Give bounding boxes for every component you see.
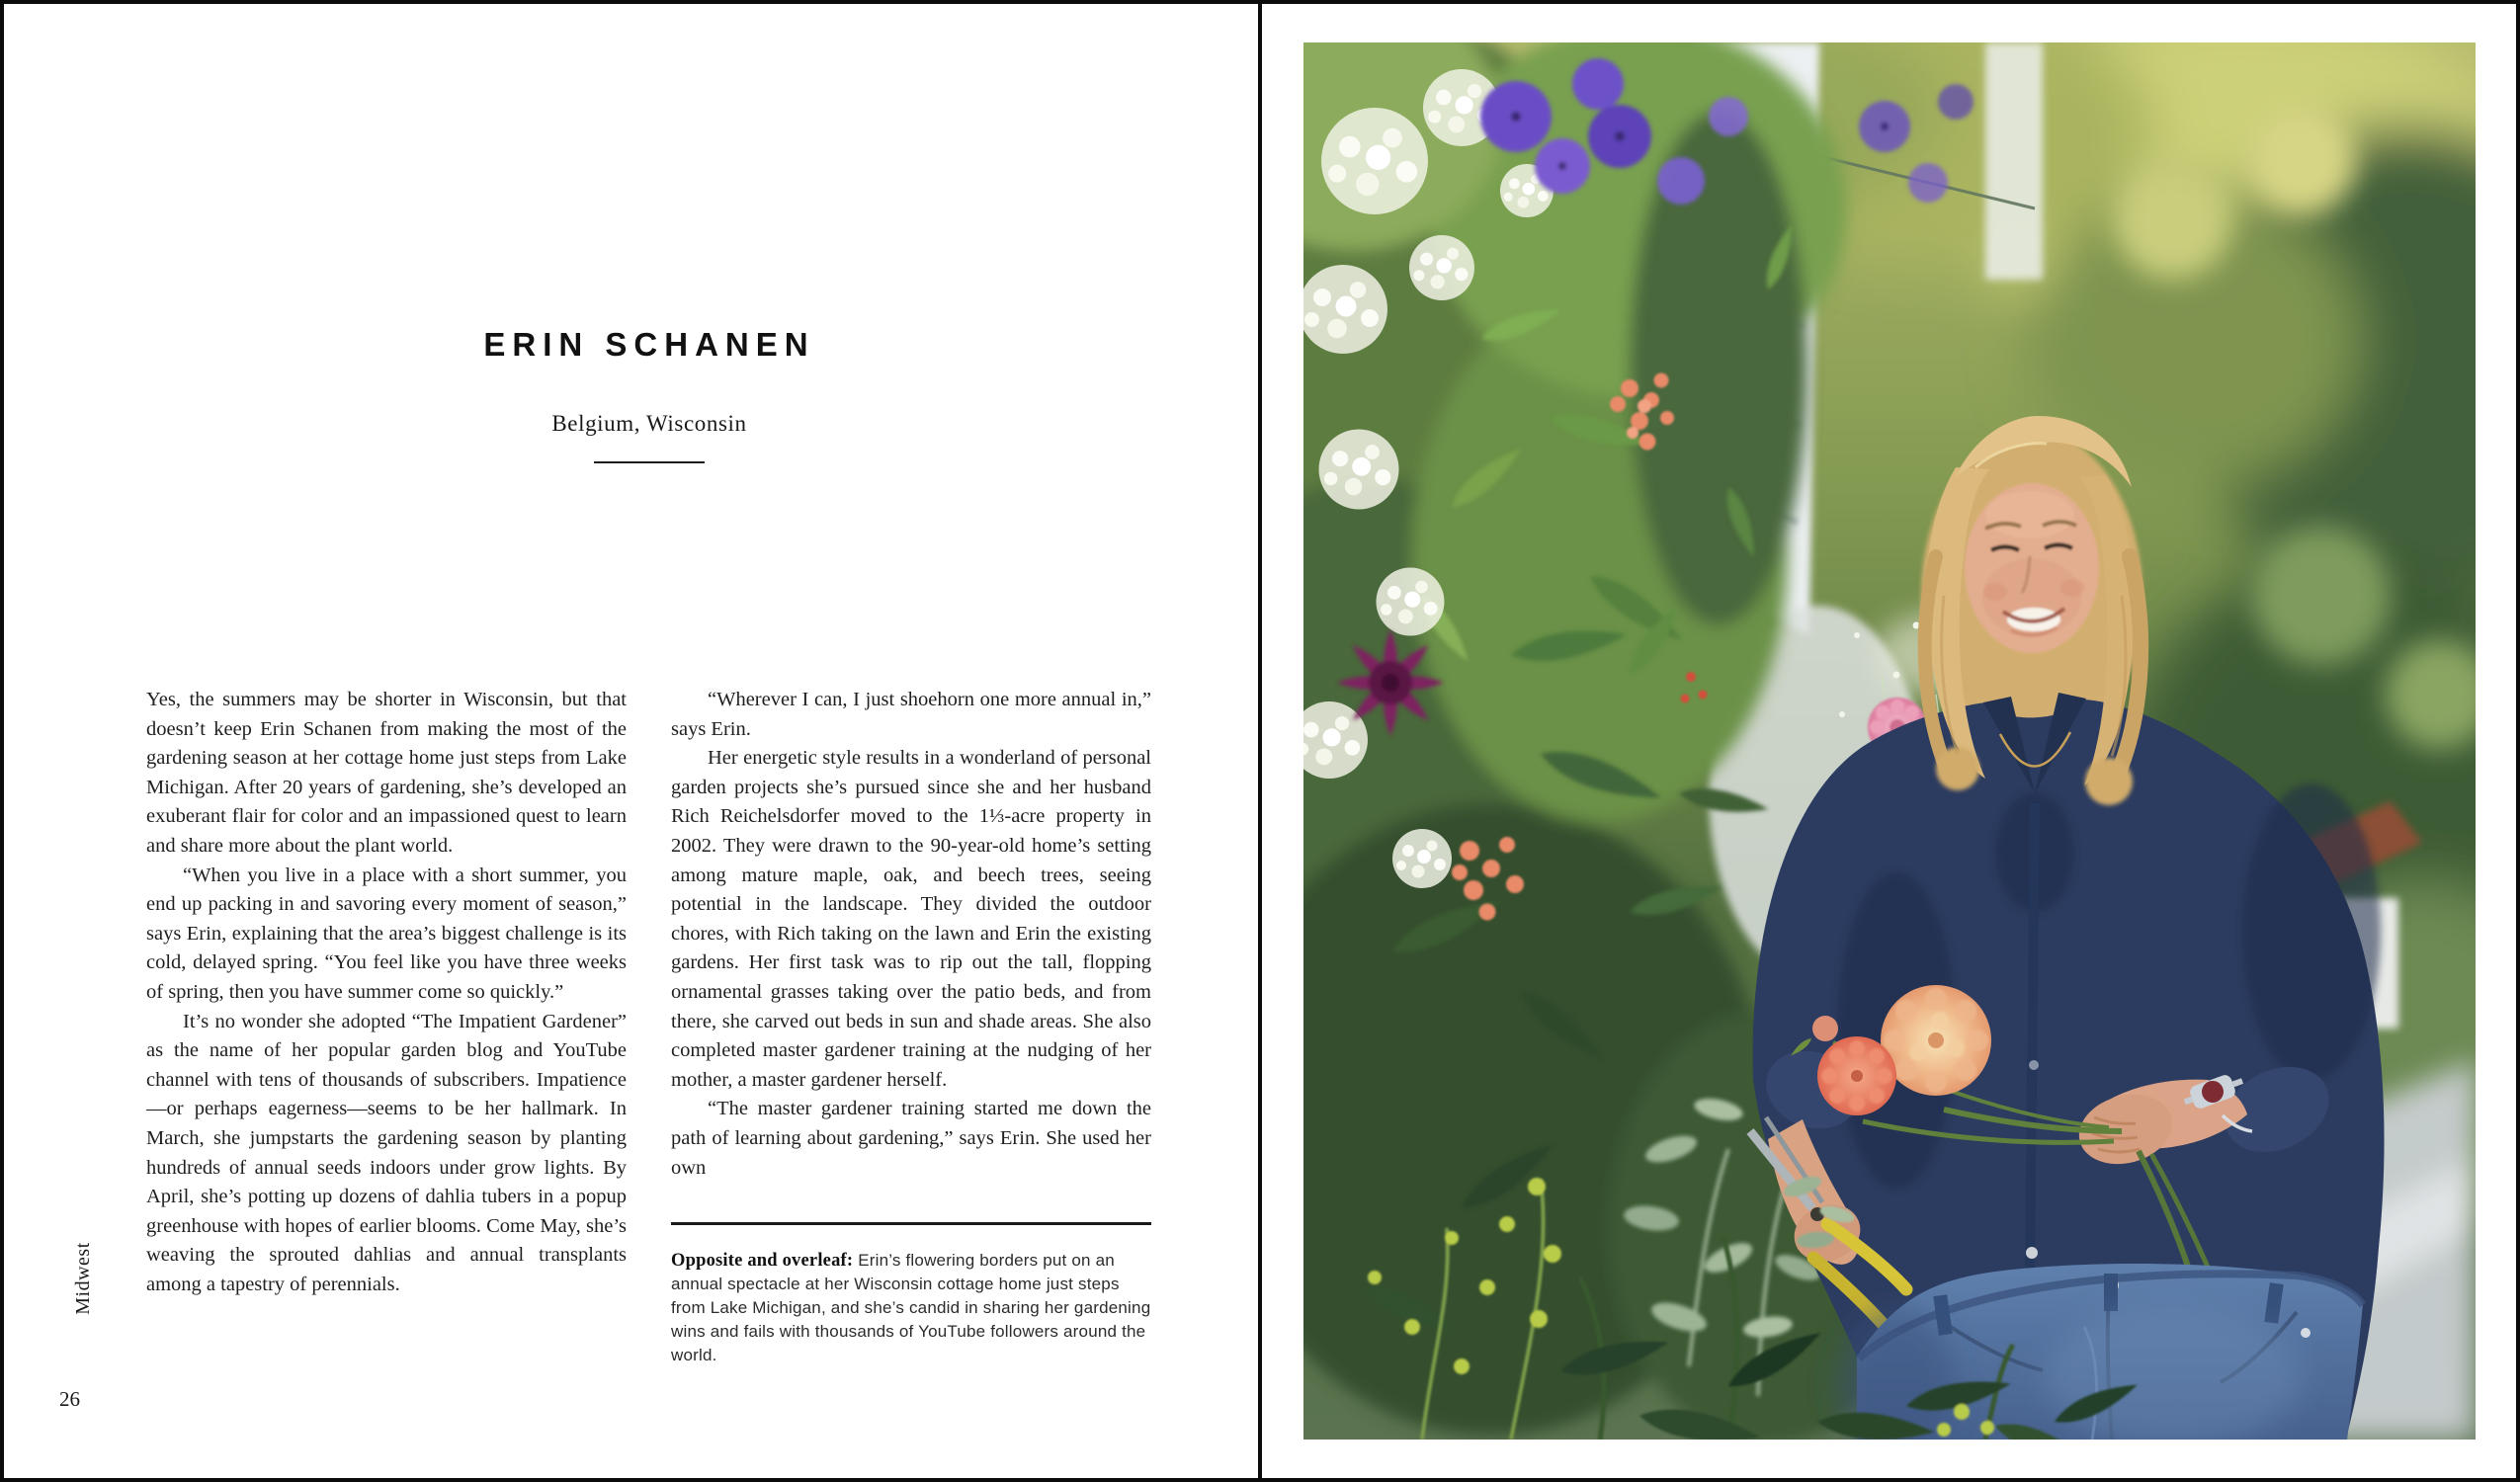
dahlia-dark-magenta (1337, 629, 1444, 736)
dahlia-peach (1881, 985, 1991, 1096)
paragraph: Her energetic style results in a wonderland of personal garden projects she’s pursued since she and her husband Rich Reichelsdorfer moved to the 1⅓-acre property in 2002. They were drawn to the 90-year-old home’s setting among mature maple, oak, and beech trees, seeing potential in the landscape. They divided the outdoor chores, with Rich taking on the lawn and Erin the existing gardens. Her first task was to rip out the tall, flopping ornamental grasses taking over the patio beds, and from there, she carved out beds in sun and shade areas. She also completed master gardener training at the nudging of her mother, a master gardener herself. (671, 747, 1151, 1091)
caption-text: Erin’s flowering borders put on an annual spectacle at her Wisconsin cottage home just steps from Lake Michigan, and she’s candid in sharing her gardening wins and fails with thousands of YouTube followers around the world. (671, 1251, 1151, 1365)
text-column-2 (671, 686, 1151, 1367)
face (1965, 483, 2099, 653)
paragraph: Yes, the summers may be shorter in Wisconsin, but that doesn’t keep Erin Schanen from making the most of the gardening season at her cottage home just steps from Lake Michigan. After 20 years of gardening, she’s developed an exuberant flair for color and an impassioned quest to learn and share more about the plant world. (146, 689, 627, 857)
body-text-columns (146, 686, 1152, 1367)
page-divider (1258, 0, 1262, 1482)
page-title: ERIN SCHANEN (483, 326, 815, 363)
caption-rule (671, 1222, 1151, 1225)
title-rule (594, 461, 705, 463)
paragraph: “The master gardener training started me down the path of learning about gardening,” says Erin. She used her own (671, 1098, 1151, 1179)
paragraph: “When you live in a place with a short summer, you end up packing in and savoring every moment of season,” says Erin, explaining that the area’s biggest challenge is its cold, delayed spring. “You feel like you have three weeks of spring, then you have summer come so quickly.” (146, 864, 627, 1003)
photo-caption (671, 1249, 1151, 1367)
edge-label-midwest: Midwest (72, 1242, 94, 1315)
text-column-1 (146, 686, 627, 1367)
dahlia-salmon (1817, 1036, 1896, 1115)
garden-portrait-photo (1303, 42, 2476, 1440)
paragraph: It’s no wonder she adopted “The Impatient Gardener” as the name of her popular garden blog and YouTube channel with tens of thousands of subscribers. Impatience—or perhaps eagerness—seems to be her hallmark. In March, she jumpstarts the gardening season by planting hundreds of annual seeds indoors under grow lights. By April, she’s potting up dozens of dahlia tubers in a popup greenhouse with hopes of earlier blooms. Come May, she’s weaving the sprouted dahlias and annual transplants among a tapestry of perennials. (146, 1010, 627, 1295)
page-number: 26 (59, 1387, 80, 1411)
photo-caption-block (671, 1222, 1151, 1367)
location-subtitle: Belgium, Wisconsin (551, 411, 747, 436)
garden-portrait-illustration (1303, 42, 2476, 1440)
rivet (2301, 1328, 2310, 1338)
paragraph: “Wherever I can, I just shoehorn one more annual in,” says Erin. (671, 689, 1151, 740)
caption-lead-in: Opposite and overleaf: (671, 1251, 854, 1272)
